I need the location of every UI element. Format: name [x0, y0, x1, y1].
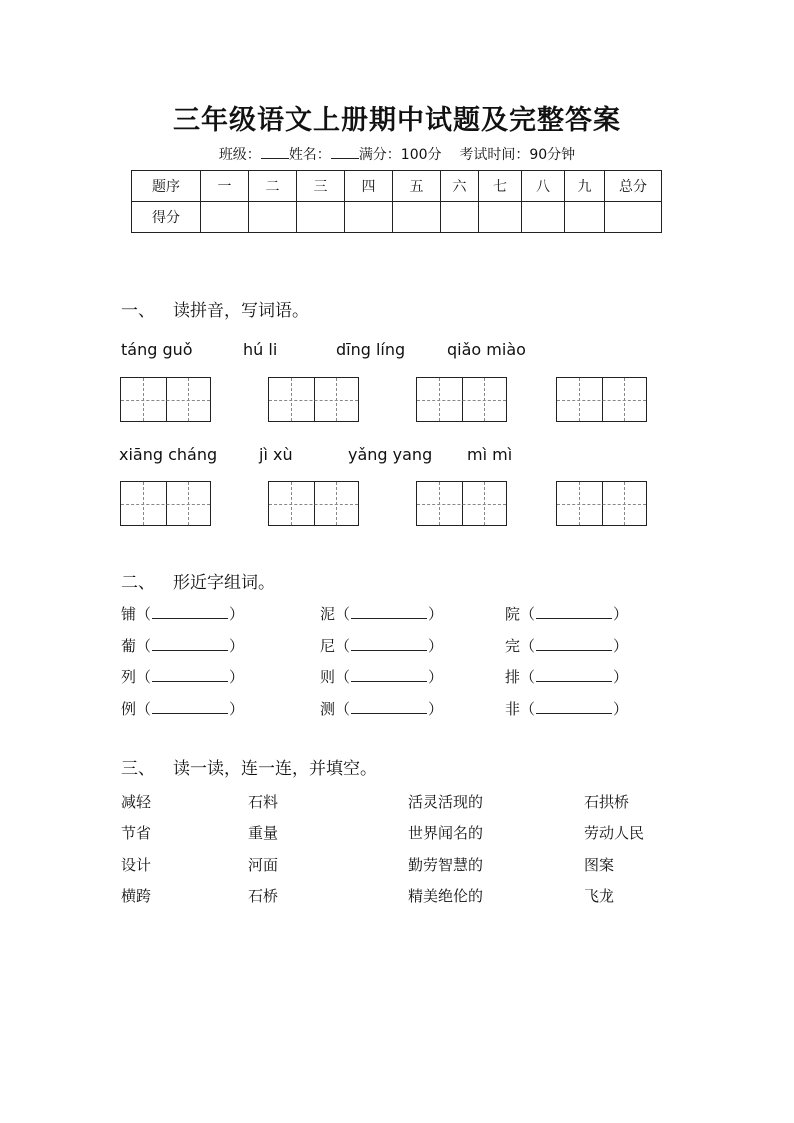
answer-blank[interactable] — [152, 636, 228, 651]
paren-close: ） — [613, 637, 629, 655]
paren-open: （ — [136, 605, 152, 623]
match-item[interactable]: 图案 — [584, 856, 615, 874]
score-table-score-row — [132, 202, 662, 233]
match-item[interactable]: 石桥 — [248, 887, 279, 905]
answer-blank[interactable] — [536, 636, 612, 651]
name-blank[interactable] — [331, 146, 359, 159]
word-item — [505, 635, 628, 656]
match-item[interactable]: 节省 — [121, 824, 152, 842]
word-item — [121, 603, 244, 624]
section3-number: 三、 — [121, 759, 155, 779]
writing-grid[interactable] — [120, 377, 211, 422]
section3-heading — [121, 754, 377, 779]
writing-grid[interactable] — [268, 377, 359, 422]
char: 排 — [505, 668, 521, 686]
section1-heading — [121, 296, 309, 321]
full-score: 满分：100分 — [358, 147, 442, 163]
word-item — [505, 698, 628, 719]
answer-blank[interactable] — [152, 667, 228, 682]
word-item — [320, 698, 443, 719]
score-cell[interactable] — [522, 202, 565, 233]
writing-grid[interactable] — [268, 481, 359, 526]
char: 铺 — [121, 605, 137, 623]
paren-open: （ — [136, 637, 152, 655]
pinyin-label: hú li — [243, 340, 278, 359]
answer-blank[interactable] — [351, 636, 427, 651]
match-item[interactable]: 石拱桥 — [584, 793, 630, 811]
writing-grid[interactable] — [416, 481, 507, 526]
writing-grid[interactable] — [556, 377, 647, 422]
pinyin-label: táng guǒ — [121, 340, 193, 359]
word-item — [320, 603, 443, 624]
paren-open: （ — [335, 605, 351, 623]
answer-blank[interactable] — [536, 667, 612, 682]
section2-number: 二、 — [121, 573, 155, 593]
score-cell[interactable] — [297, 202, 345, 233]
paren-close: ） — [229, 605, 245, 623]
word-item — [121, 666, 244, 687]
score-header-cell: 七 — [479, 171, 522, 202]
score-cell[interactable] — [605, 202, 662, 233]
paren-close: ） — [229, 637, 245, 655]
answer-blank[interactable] — [536, 604, 612, 619]
score-header-cell: 五 — [393, 171, 441, 202]
char: 泥 — [320, 605, 336, 623]
section2-heading — [121, 568, 275, 593]
word-item — [320, 666, 443, 687]
writing-grid[interactable] — [416, 377, 507, 422]
paren-close: ） — [613, 700, 629, 718]
name-label: 姓名： — [288, 147, 331, 163]
char: 尼 — [320, 637, 336, 655]
writing-grid[interactable] — [120, 481, 211, 526]
pinyin-label: jì xù — [259, 445, 293, 464]
paren-close: ） — [428, 700, 444, 718]
score-header-cell: 九 — [565, 171, 605, 202]
score-cell[interactable] — [201, 202, 249, 233]
match-item[interactable]: 活灵活现的 — [408, 793, 484, 811]
exam-time: 考试时间：90分钟 — [459, 147, 576, 163]
answer-blank[interactable] — [351, 667, 427, 682]
char: 完 — [505, 637, 521, 655]
match-item[interactable]: 劳动人民 — [584, 824, 645, 842]
match-item[interactable]: 减轻 — [121, 793, 152, 811]
pinyin-label: mì mì — [467, 445, 513, 464]
match-item[interactable]: 精美绝伦的 — [408, 887, 484, 905]
paren-close: ） — [428, 637, 444, 655]
score-cell[interactable] — [441, 202, 479, 233]
exam-info — [0, 144, 794, 164]
score-header-cell: 八 — [522, 171, 565, 202]
pinyin-label: dīng líng — [336, 340, 406, 359]
word-item — [320, 635, 443, 656]
score-cell[interactable] — [479, 202, 522, 233]
paren-open: （ — [520, 637, 536, 655]
pinyin-label: qiǎo miào — [447, 340, 526, 359]
score-row-label: 得分 — [132, 202, 201, 233]
answer-blank[interactable] — [152, 699, 228, 714]
paren-close: ） — [229, 700, 245, 718]
score-header-cell: 三 — [297, 171, 345, 202]
paren-close: ） — [613, 668, 629, 686]
match-item[interactable]: 横跨 — [121, 887, 152, 905]
class-label: 班级： — [218, 147, 261, 163]
score-cell[interactable] — [345, 202, 393, 233]
score-header-cell: 一 — [201, 171, 249, 202]
section2-title: 形近字组词。 — [173, 573, 275, 593]
score-table-header-row — [132, 171, 662, 202]
writing-grid[interactable] — [556, 481, 647, 526]
answer-blank[interactable] — [536, 699, 612, 714]
score-cell[interactable] — [393, 202, 441, 233]
paren-close: ） — [428, 668, 444, 686]
paren-open: （ — [520, 700, 536, 718]
word-item — [121, 635, 244, 656]
answer-blank[interactable] — [152, 604, 228, 619]
paren-open: （ — [335, 637, 351, 655]
pinyin-label: yǎng yang — [348, 445, 433, 464]
word-item — [505, 666, 628, 687]
paren-open: （ — [335, 700, 351, 718]
class-blank[interactable] — [261, 146, 289, 159]
score-header-cell: 二 — [249, 171, 297, 202]
match-item[interactable]: 石料 — [248, 793, 279, 811]
score-table — [131, 170, 662, 233]
paren-open: （ — [136, 700, 152, 718]
match-item[interactable]: 世界闻名的 — [408, 824, 484, 842]
char: 则 — [320, 668, 336, 686]
paren-open: （ — [335, 668, 351, 686]
char: 院 — [505, 605, 521, 623]
paren-close: ） — [428, 605, 444, 623]
page-title: 三年级语文上册期中试题及完整答案 — [173, 105, 621, 136]
match-item[interactable]: 勤劳智慧的 — [408, 856, 484, 874]
section3-title: 读一读，连一连，并填空。 — [173, 759, 377, 779]
score-header-cell: 总分 — [605, 171, 662, 202]
section1-title: 读拼音，写词语。 — [173, 301, 309, 321]
word-item — [505, 603, 628, 624]
paren-close: ） — [613, 605, 629, 623]
answer-blank[interactable] — [351, 604, 427, 619]
char: 列 — [121, 668, 137, 686]
match-item[interactable]: 重量 — [248, 824, 279, 842]
paren-close: ） — [229, 668, 245, 686]
word-item — [121, 698, 244, 719]
pinyin-label: xiāng cháng — [119, 445, 218, 464]
paren-open: （ — [520, 668, 536, 686]
paren-open: （ — [520, 605, 536, 623]
score-cell[interactable] — [565, 202, 605, 233]
match-item[interactable]: 设计 — [121, 856, 152, 874]
score-header-cell: 六 — [441, 171, 479, 202]
paren-open: （ — [136, 668, 152, 686]
char: 例 — [121, 700, 137, 718]
score-cell[interactable] — [249, 202, 297, 233]
char: 非 — [505, 700, 521, 718]
section1-number: 一、 — [121, 301, 155, 321]
char: 葡 — [121, 637, 137, 655]
score-header-cell: 题序 — [132, 171, 201, 202]
char: 测 — [320, 700, 336, 718]
match-item[interactable]: 飞龙 — [584, 887, 615, 905]
match-item[interactable]: 河面 — [248, 856, 279, 874]
answer-blank[interactable] — [351, 699, 427, 714]
score-header-cell: 四 — [345, 171, 393, 202]
